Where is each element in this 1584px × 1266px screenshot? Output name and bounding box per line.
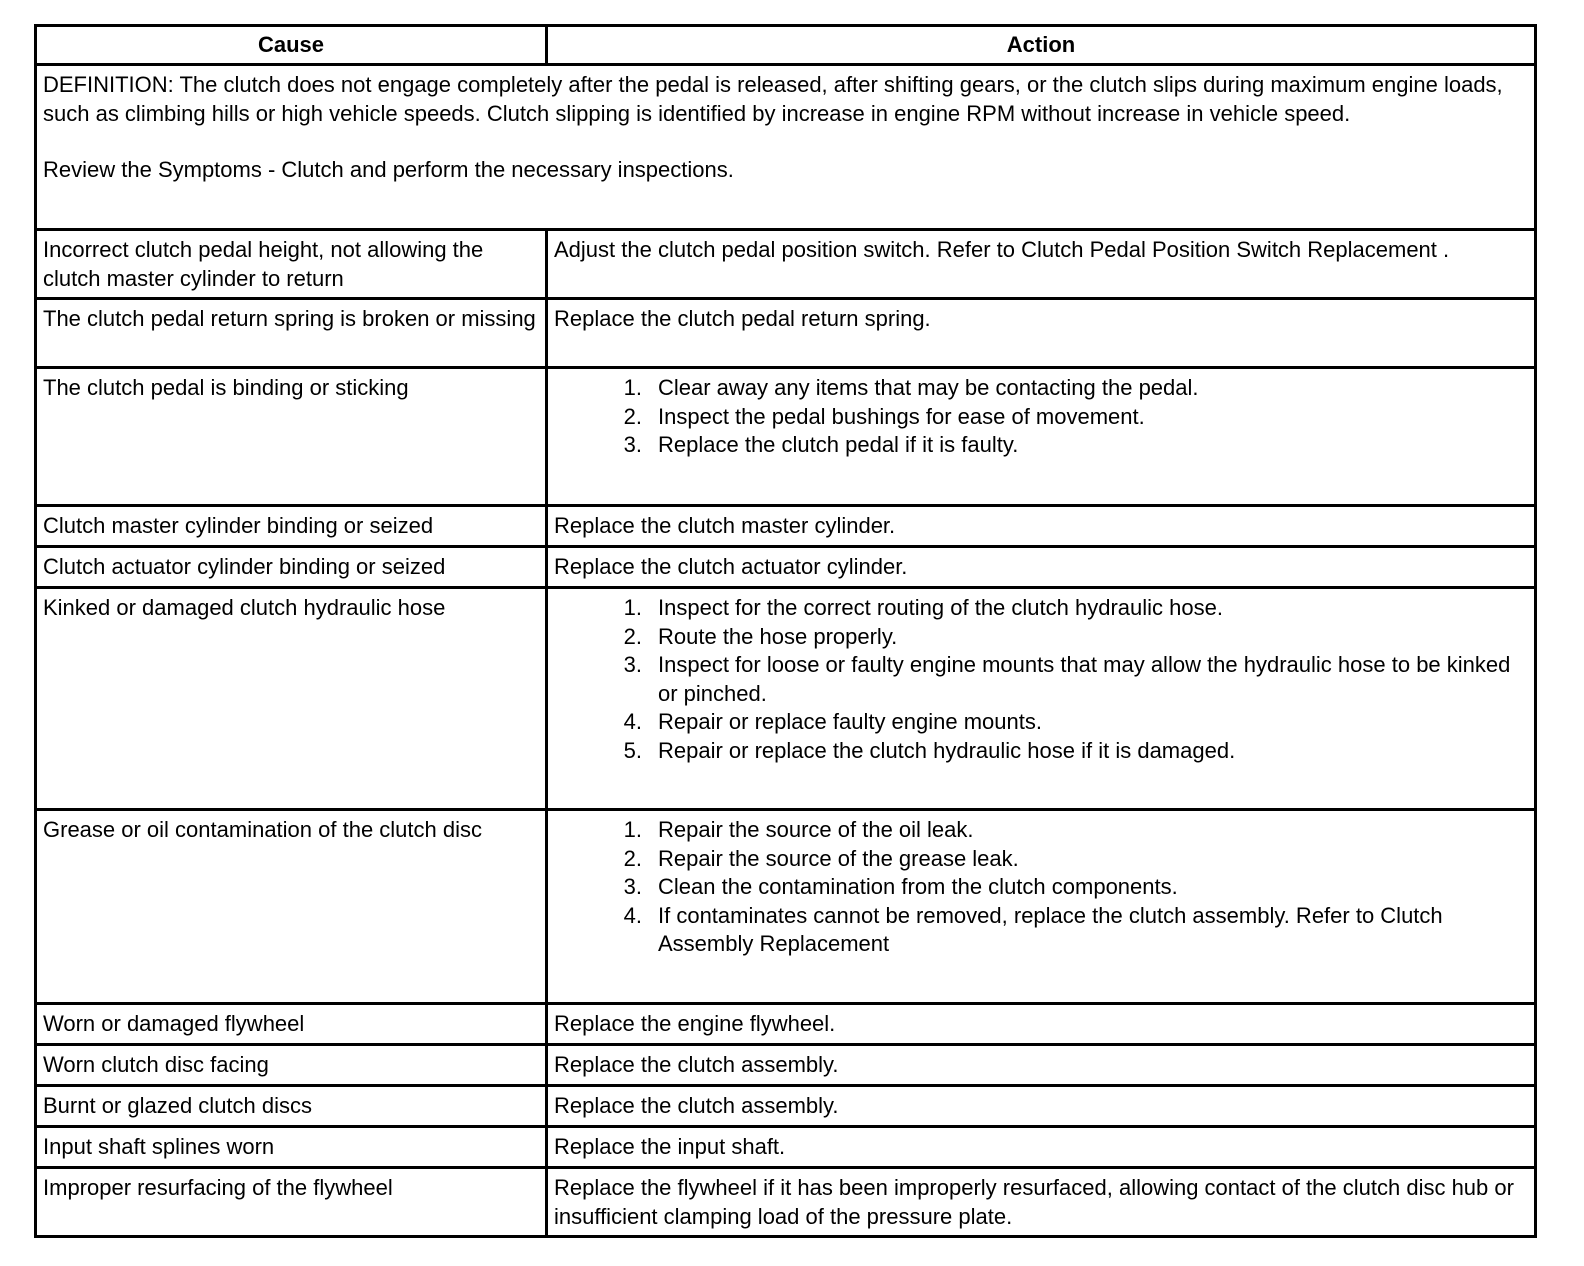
- table-row: [36, 1127, 1536, 1168]
- step-item: [554, 651, 1528, 708]
- step-number: 1.: [623, 595, 642, 620]
- step-text: Repair or replace faulty engine mounts.: [658, 709, 1042, 734]
- step-text: Inspect for loose or faulty engine mounts that may allow the hydraulic hose to be kinked or pinched.: [658, 652, 1511, 706]
- action-cell: [547, 810, 1536, 1004]
- cause-cell: Clutch actuator cylinder binding or seized: [36, 547, 547, 588]
- step-item: [554, 403, 1528, 432]
- cause-cell: Worn or damaged flywheel: [36, 1004, 547, 1045]
- step-number: 2.: [623, 403, 642, 429]
- action-steps: [554, 594, 1528, 765]
- step-number: 2.: [623, 623, 642, 649]
- step-text: Route the hose properly.: [658, 623, 898, 649]
- step-text: Replace the clutch pedal if it is faulty.: [658, 432, 1019, 457]
- step-item: [554, 374, 1528, 403]
- step-number: 4.: [623, 902, 642, 928]
- step-number: 3.: [623, 874, 642, 899]
- step-number: 2.: [623, 845, 642, 871]
- action-cell: Replace the clutch master cylinder.: [547, 506, 1536, 547]
- step-number: 3.: [623, 652, 642, 677]
- cause-cell: Input shaft splines worn: [36, 1127, 547, 1168]
- step-number: 5.: [623, 737, 642, 763]
- action-cell: Replace the flywheel if it has been improperly resurfaced, allowing contact of the clutch disc hub or insufficient clamping load of the pressure plate.: [547, 1168, 1536, 1237]
- action-cell: Replace the input shaft.: [547, 1127, 1536, 1168]
- cause-cell: Improper resurfacing of the flywheel: [36, 1168, 547, 1237]
- action-steps: [554, 816, 1528, 959]
- step-number: 3.: [623, 432, 642, 457]
- table-row: [36, 588, 1536, 810]
- action-cell: Replace the engine flywheel.: [547, 1004, 1536, 1045]
- step-item: [554, 737, 1528, 766]
- step-item: [554, 902, 1528, 959]
- action-header: Action: [547, 26, 1536, 65]
- table-row: [36, 1004, 1536, 1045]
- step-item: [554, 816, 1528, 845]
- table-row: [36, 230, 1536, 299]
- diagnostic-document: [34, 24, 1534, 1238]
- table-row: [36, 810, 1536, 1004]
- cause-header: Cause: [36, 26, 547, 65]
- step-item: [554, 708, 1528, 737]
- step-item: [554, 623, 1528, 652]
- review-text: Review the Symptoms - Clutch and perform the necessary inspections.: [43, 157, 734, 182]
- header-row: [36, 26, 1536, 65]
- definition-text: DEFINITION: The clutch does not engage completely after the pedal is released, after shifting gears, or the clutch slips during maximum engine loads, such as climbing hills or high vehicle speeds. Clutch slipping is identified by increase in engine RPM without increase in vehicle speed.: [43, 72, 1503, 126]
- action-cell: [547, 588, 1536, 810]
- table-row: [36, 506, 1536, 547]
- table-row: [36, 547, 1536, 588]
- cause-cell: Clutch master cylinder binding or seized: [36, 506, 547, 547]
- cause-cell: The clutch pedal is binding or sticking: [36, 368, 547, 506]
- step-text: Repair the source of the oil leak.: [658, 817, 974, 842]
- cause-cell: Kinked or damaged clutch hydraulic hose: [36, 588, 547, 810]
- step-text: Inspect the pedal bushings for ease of movement.: [658, 403, 1145, 429]
- step-number: 1.: [623, 817, 642, 842]
- table-row: [36, 1045, 1536, 1086]
- step-number: 4.: [623, 709, 642, 734]
- step-item: [554, 594, 1528, 623]
- cause-cell: The clutch pedal return spring is broken or missing: [36, 299, 547, 368]
- step-item: [554, 873, 1528, 902]
- action-cell: Replace the clutch assembly.: [547, 1045, 1536, 1086]
- cause-cell: Burnt or glazed clutch discs: [36, 1086, 547, 1127]
- action-cell: Replace the clutch pedal return spring.: [547, 299, 1536, 368]
- step-number: 1.: [623, 375, 642, 400]
- definition-cell: [36, 65, 1536, 230]
- action-cell: Replace the clutch assembly.: [547, 1086, 1536, 1127]
- definition-row: [36, 65, 1536, 230]
- step-text: Inspect for the correct routing of the clutch hydraulic hose.: [658, 595, 1223, 620]
- action-cell: Adjust the clutch pedal position switch. Refer to Clutch Pedal Position Switch Replacement .: [547, 230, 1536, 299]
- table-row: [36, 299, 1536, 368]
- step-item: [554, 431, 1528, 460]
- step-text: If contaminates cannot be removed, replace the clutch assembly. Refer to Clutch Assembly Replacement: [658, 902, 1443, 956]
- cause-action-table: [34, 24, 1537, 1238]
- step-text: Clean the contamination from the clutch components.: [658, 874, 1178, 899]
- cause-cell: Incorrect clutch pedal height, not allowing the clutch master cylinder to return: [36, 230, 547, 299]
- action-cell: Replace the clutch actuator cylinder.: [547, 547, 1536, 588]
- table-row: [36, 368, 1536, 506]
- step-text: Clear away any items that may be contacting the pedal.: [658, 375, 1199, 400]
- cause-cell: Worn clutch disc facing: [36, 1045, 547, 1086]
- step-text: Repair the source of the grease leak.: [658, 845, 1019, 871]
- action-cell: [547, 368, 1536, 506]
- table-row: [36, 1168, 1536, 1237]
- step-item: [554, 845, 1528, 874]
- table-row: [36, 1086, 1536, 1127]
- cause-cell: Grease or oil contamination of the clutch disc: [36, 810, 547, 1004]
- step-text: Repair or replace the clutch hydraulic hose if it is damaged.: [658, 737, 1236, 763]
- action-steps: [554, 374, 1528, 460]
